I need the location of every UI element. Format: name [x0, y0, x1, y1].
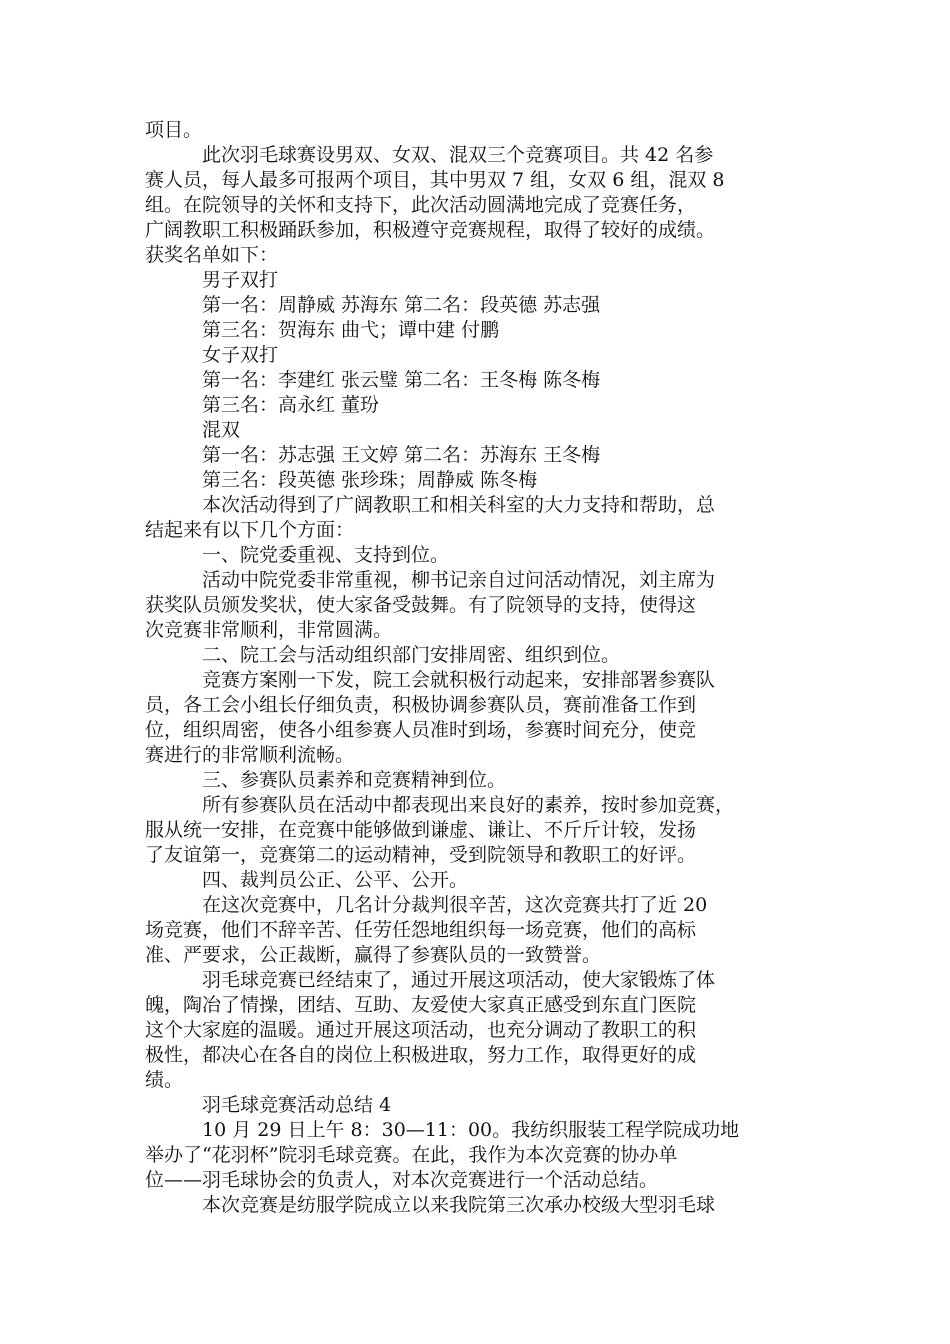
- text-line: 第三名：高永红 董玢: [202, 394, 380, 416]
- text-line: 绩。: [145, 1069, 184, 1091]
- text-line: 10 月 29 日上午 8：30—11：00。我纺织服装工程学院成功地: [202, 1119, 740, 1141]
- text-line: 赛人员，每人最多可报两个项目，其中男双 7 组，女双 6 组，混双 8: [145, 169, 725, 191]
- text-line: 第三名：段英德 张珍珠；周静威 陈冬梅: [202, 469, 538, 491]
- text-line: 组。在院领导的关怀和支持下，此次活动圆满地完成了竞赛任务，: [145, 194, 697, 216]
- text-line: 在这次竞赛中，几名计分裁判很辛苦，这次竞赛共打了近 20: [202, 894, 708, 916]
- text-line: 了友谊第一，竞赛第二的运动精神，受到院领导和教职工的好评。: [145, 844, 697, 866]
- text-line: 本次竞赛是纺服学院成立以来我院第三次承办校级大型羽毛球: [202, 1194, 716, 1216]
- text-line: 服从统一安排，在竞赛中能够做到谦虚、谦让、不斤斤计较，发扬: [145, 819, 697, 841]
- text-line: 魄，陶冶了情操，团结、互助、友爱使大家真正感受到东直门医院: [145, 994, 697, 1016]
- text-line: 羽毛球竞赛活动总结 4: [202, 1094, 392, 1116]
- text-line: 此次羽毛球赛设男双、女双、混双三个竞赛项目。共 42 名参: [202, 144, 714, 166]
- text-line: 位——羽毛球协会的负责人，对本次竞赛进行一个活动总结。: [145, 1169, 659, 1191]
- text-line: 第一名：周静威 苏海东 第二名：段英德 苏志强: [202, 294, 601, 316]
- text-line: 结起来有以下几个方面：: [145, 519, 355, 541]
- text-line: 这个大家庭的温暖。通过开展这项活动，也充分调动了教职工的积: [145, 1019, 697, 1041]
- text-line: 二、院工会与活动组织部门安排周密、组织到位。: [202, 644, 621, 666]
- text-line: 一、院党委重视、支持到位。: [202, 544, 450, 566]
- text-line: 竞赛方案刚一下发，院工会就积极行动起来，安排部署参赛队: [202, 669, 716, 691]
- text-line: 举办了“花羽杯”院羽毛球竞赛。在此，我作为本次竞赛的协办单: [145, 1144, 678, 1166]
- text-line: 位，组织周密，使各小组参赛人员准时到场，参赛时间充分，使竞: [145, 719, 697, 741]
- document-body: [145, 118, 810, 1218]
- text-line: 三、参赛队员素养和竞赛精神到位。: [202, 769, 507, 791]
- text-line: 四、裁判员公正、公平、公开。: [202, 869, 469, 891]
- text-line: 第一名：苏志强 王文婷 第二名：苏海东 王冬梅: [202, 444, 601, 466]
- text-line: 次竞赛非常顺利，非常圆满。: [145, 619, 393, 641]
- text-line: 第三名：贺海东 曲弋；谭中建 付鹏: [202, 319, 500, 341]
- text-line: 第一名：李建红 张云璧 第二名：王冬梅 陈冬梅: [202, 369, 601, 391]
- text-line: 获奖名单如下：: [145, 244, 279, 266]
- text-line: 活动中院党委非常重视，柳书记亲自过问活动情况，刘主席为: [202, 569, 716, 591]
- text-line: 羽毛球竞赛已经结束了，通过开展这项活动，使大家锻炼了体: [202, 969, 716, 991]
- text-line: 赛进行的非常顺利流畅。: [145, 744, 355, 766]
- text-line: 女子双打: [202, 344, 279, 366]
- text-line: 所有参赛队员在活动中都表现出来良好的素养，按时参加竞赛，: [202, 794, 735, 816]
- text-line: 场竞赛，他们不辞辛苦、任劳任怨地组织每一场竞赛，他们的高标: [145, 919, 697, 941]
- text-line: 项目。: [145, 119, 203, 141]
- text-line: 混双: [202, 419, 241, 441]
- text-line: 获奖队员颁发奖状，使大家备受鼓舞。有了院领导的支持，使得这: [145, 594, 697, 616]
- text-line: 男子双打: [202, 269, 279, 291]
- text-line: 本次活动得到了广阔教职工和相关科室的大力支持和帮助，总: [202, 494, 716, 516]
- text-line: 准、严要求，公正裁断，赢得了参赛队员的一致赞誉。: [145, 944, 602, 966]
- text-line: 员，各工会小组长仔细负责，积极协调参赛队员，赛前准备工作到: [145, 694, 697, 716]
- text-line: 极性，都决心在各自的岗位上积极进取，努力工作，取得更好的成: [145, 1044, 697, 1066]
- text-line: 广阔教职工积极踊跃参加，积极遵守竞赛规程，取得了较好的成绩。: [145, 219, 716, 241]
